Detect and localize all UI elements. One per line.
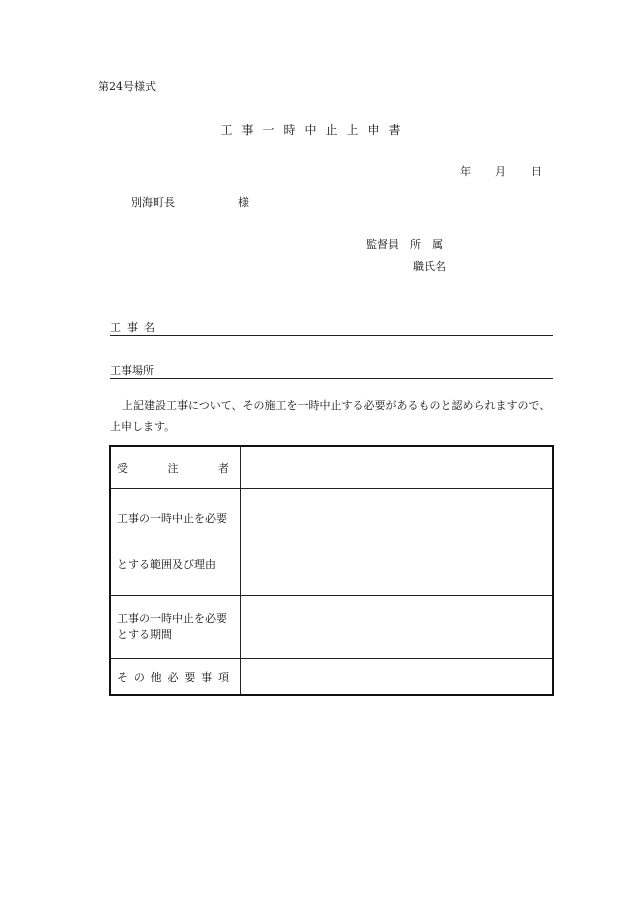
label-char: の <box>133 670 145 684</box>
form-number: 第24号様式 <box>98 80 156 93</box>
document-title: 工事一時中止上申書 <box>220 123 410 137</box>
contractor-value-cell[interactable] <box>241 446 554 489</box>
period-value-cell[interactable] <box>241 596 554 659</box>
label-char: 者 <box>218 461 229 475</box>
work-name-label: 工事名 <box>110 321 161 334</box>
table-row <box>110 446 553 489</box>
label-char: 他 <box>150 670 162 684</box>
date-year-label: 年 <box>460 165 471 178</box>
statement-line-1: 上記建設工事について、その施工を一時中止する必要があるものと認められますので、 <box>122 399 551 412</box>
date-month-label: 月 <box>495 165 506 178</box>
label-char: 受 <box>117 461 128 475</box>
scope-reason-line-1: 工事の一時中止を必要 <box>117 512 227 525</box>
application-table <box>109 445 554 696</box>
table-row <box>110 596 553 659</box>
work-name-field[interactable] <box>110 319 553 336</box>
scope-reason-label <box>110 489 241 596</box>
period-line-2: とする期間 <box>117 628 172 641</box>
period-label <box>110 596 241 659</box>
staff-name-label: 職氏名 <box>413 260 446 273</box>
label-char: 事 <box>201 670 213 684</box>
statement-line-2: 上申します。 <box>110 420 176 433</box>
label-char: そ <box>117 670 128 684</box>
supervisor-affiliation-label: 監督員 所 属 <box>366 238 443 251</box>
label-char: 項 <box>217 670 229 684</box>
table-row <box>110 489 553 596</box>
label-char: 注 <box>167 461 179 475</box>
table-row <box>110 659 553 696</box>
work-place-label: 工事場所 <box>110 364 154 377</box>
statement-text <box>110 395 580 437</box>
other-required-value-cell[interactable] <box>241 659 554 696</box>
contractor-label <box>110 446 241 489</box>
work-place-field[interactable] <box>110 362 553 379</box>
label-char: 必 <box>167 670 179 684</box>
period-line-1: 工事の一時中止を必要 <box>117 612 227 625</box>
scope-reason-line-2: とする範囲及び理由 <box>117 558 216 571</box>
date-day-label: 日 <box>531 165 542 178</box>
recipient: 別海町長 <box>131 196 175 209</box>
scope-reason-value-cell[interactable] <box>241 489 554 596</box>
honorific: 様 <box>238 196 249 209</box>
other-required-label <box>110 659 241 696</box>
label-char: 要 <box>184 670 196 684</box>
